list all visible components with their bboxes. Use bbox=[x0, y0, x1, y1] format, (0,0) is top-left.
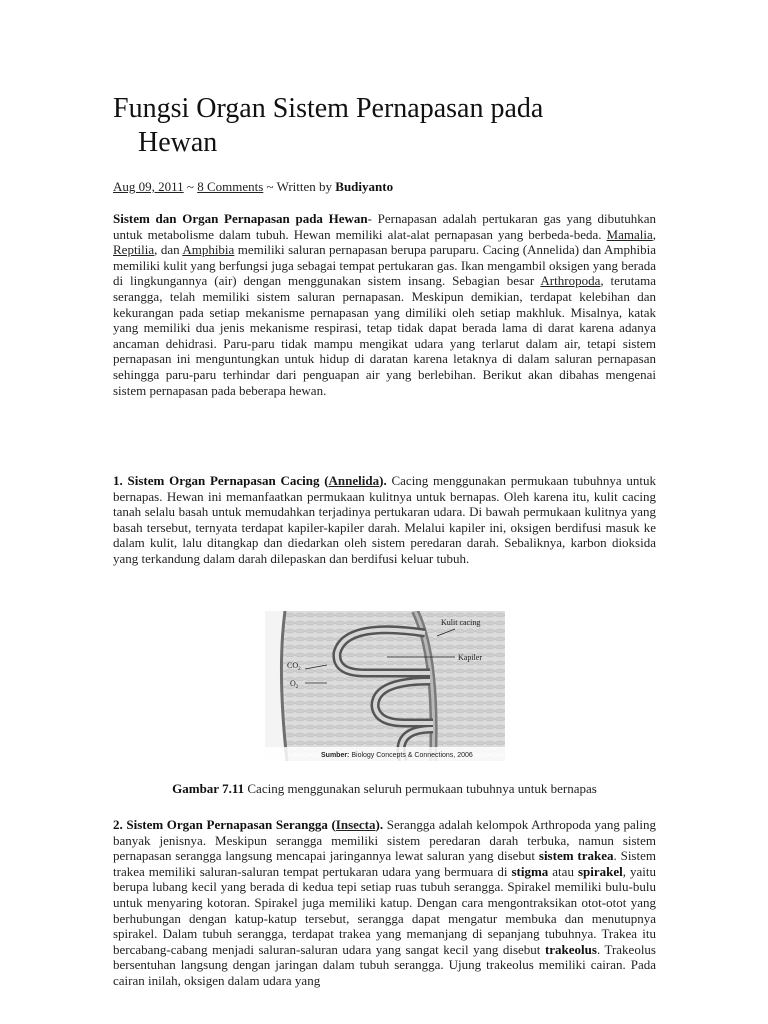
term-stigma: stigma bbox=[511, 863, 549, 879]
serangga-text-4: , yaitu berupa lubang kecil yang berada di kedua tepi setiap ruas tubuh serangga. Spirakel memiliki bulu-bulu untuk menyaring kotoran. Spirakel juga memiliki katup. Dengan cara mengontraksikan otot-otot yang berhubungan dengan katup-katup tersebut, serangga dapat mengatur membuka dan menutupnya spirakel. Dalam tubuh serangga, terdapat trakea yang memanjang di sepanjang tubuhnya. Trakea itu bercabang-cabang menjadi saluran-saluran udara yang sangat kecil yang disebut bbox=[113, 863, 656, 957]
serangga-heading bbox=[113, 817, 383, 832]
title-line-1: Fungsi Organ Sistem Pernapasan pada bbox=[113, 93, 544, 124]
caption-label: Gambar 7.11 bbox=[172, 781, 245, 796]
capillary-label: Kapiler bbox=[458, 653, 482, 662]
term-sistem-trakea: sistem trakea bbox=[538, 848, 614, 864]
serangga-paragraph bbox=[113, 817, 656, 989]
co2-label-sub: 2 bbox=[298, 667, 301, 672]
intro-paragraph bbox=[113, 211, 656, 398]
o2-label-sub: 2 bbox=[295, 685, 299, 690]
source-text: Biology Concepts & Connections, 2006 bbox=[349, 752, 473, 759]
amphibia-link[interactable]: Amphibia bbox=[182, 242, 235, 258]
serangga-text-5: . Trakeolus bersentuhan langsung dengan jaringan dalam tubuh serangga. Ujung trakeolus memiliki cairan. Pada cairan inilah, oksigen dalam udara yang bbox=[113, 941, 656, 988]
annelida-link[interactable]: Annelida bbox=[328, 473, 380, 488]
term-spirakel: spirakel bbox=[577, 863, 623, 879]
date-link[interactable]: Aug 09, 2011 bbox=[113, 179, 184, 194]
intro-text-1: - Pernapasan adalah pertukaran gas yang dibutuhkan untuk metabolisme dalam tubuh. Hewan memiliki alat-alat pernapasan yang berbeda-beda. bbox=[113, 211, 657, 242]
figure-caption bbox=[113, 781, 656, 797]
article-meta bbox=[113, 178, 393, 195]
serangga-text-3: atau bbox=[548, 863, 578, 879]
article-title bbox=[113, 92, 673, 160]
serangga-text-1: Serangga adalah kelompok Arthropoda yang paling banyak jenisnya. Meskipun serangga memiliki sistem peredaran darah terbuka, namun sistem pernapasan serangga langsung mencapai jaringannya lewat saluran yang disebut bbox=[113, 817, 657, 864]
mamalia-link[interactable]: Mamalia bbox=[606, 226, 653, 242]
worm-skin-figure bbox=[265, 611, 505, 761]
serangga-heading-b: ). bbox=[375, 817, 384, 832]
intro-text-5: , terutama serangga, telah memiliki sistem saluran pernapasan. Meskipun demikian, terdapat kelebihan dan kekurangan pada setiap mekanisme pernapasan yang dimiliki oleh setiap makhluk. Misalnya, katak yang memiliki dua jenis mekanisme respirasi, tetap tidak dapat berada lama di darat karena adanya ancaman dehidrasi. Paru-paru tidak mampu mengikat udara yang terlarut dalam air, tetapi sistem pernapasan ini menguntungkan untuk hidup di daratan karena letaknya di dalam saluran pernapasan sehingga paru-paru terhindar dari penguapan air yang berlebihan. Berikut akan dibahas mengenai sistem pernapasan pada beberapa hewan. bbox=[113, 273, 657, 398]
serangga-text-2: . Sistem trakea memiliki saluran-saluran tempat pertukaran udara yang bermuara di bbox=[113, 848, 656, 879]
intro-text-2: , bbox=[652, 226, 656, 242]
source-label: Sumber: bbox=[321, 752, 350, 759]
title-line-2: Hewan bbox=[138, 127, 218, 158]
cacing-text: Cacing menggunakan permukaan tubuhnya untuk bernapas. Hewan ini memanfaatkan permukaan kulitnya untuk bernapas. Oleh karena itu, kulit cacing tanah selalu basah untuk memudahkan terjadinya pertukaran udara. Di bawah permukaan kulitnya yang basah tersebut, ternyata terdapat kapiler-kapiler darah. Melalui kapiler ini, oksigen berdifusi masuk ke dalam kulit, lalu ditangkap dan diedarkan oleh sistem peredaran darah. Sebaliknya, karbon dioksida yang terkandung dalam darah dilepaskan dan berdifusi keluar tubuh. bbox=[113, 473, 656, 566]
serangga-heading-a: 2. Sistem Organ Pernapasan Serangga ( bbox=[113, 817, 336, 832]
worm-skin-illustration bbox=[265, 611, 505, 761]
caption-text: Cacing menggunakan seluruh permukaan tubuhnya untuk bernapas bbox=[244, 781, 597, 796]
cacing-paragraph bbox=[113, 473, 656, 567]
term-trakeolus: trakeolus bbox=[544, 941, 597, 957]
figure-source bbox=[321, 752, 473, 759]
insecta-link[interactable]: Insecta bbox=[335, 817, 376, 832]
intro-text-3: , dan bbox=[154, 242, 183, 258]
skin-label: Kulit cacing bbox=[441, 618, 481, 627]
cacing-heading-a: 1. Sistem Organ Pernapasan Cacing ( bbox=[113, 473, 329, 488]
arthropoda-link[interactable]: Arthropoda bbox=[540, 273, 601, 289]
cacing-heading bbox=[113, 473, 387, 488]
intro-text-4: memiliki saluran pernapasan berupa paruparu. Cacing (Annelida) dan Amphibia memiliki kulit yang berfungsi juga sebagai tempat pertukaran gas. Ikan mengambil oksigen yang berada di lingkungannya (air) dengan menggunakan sistem insang. Sebagian besar bbox=[113, 242, 656, 289]
reptilia-link[interactable]: Reptilia bbox=[113, 242, 155, 258]
author-name: Budiyanto bbox=[335, 179, 394, 194]
meta-separator: ~ bbox=[183, 179, 198, 194]
cacing-heading-b: ). bbox=[379, 473, 387, 488]
comments-link[interactable]: 8 Comments bbox=[197, 179, 264, 194]
o2-label-main: O bbox=[290, 679, 296, 688]
co2-label-main: CO bbox=[287, 661, 299, 670]
intro-lead: Sistem dan Organ Pernapasan pada Hewan bbox=[113, 211, 368, 226]
written-by-label: ~ Written by bbox=[263, 179, 336, 194]
